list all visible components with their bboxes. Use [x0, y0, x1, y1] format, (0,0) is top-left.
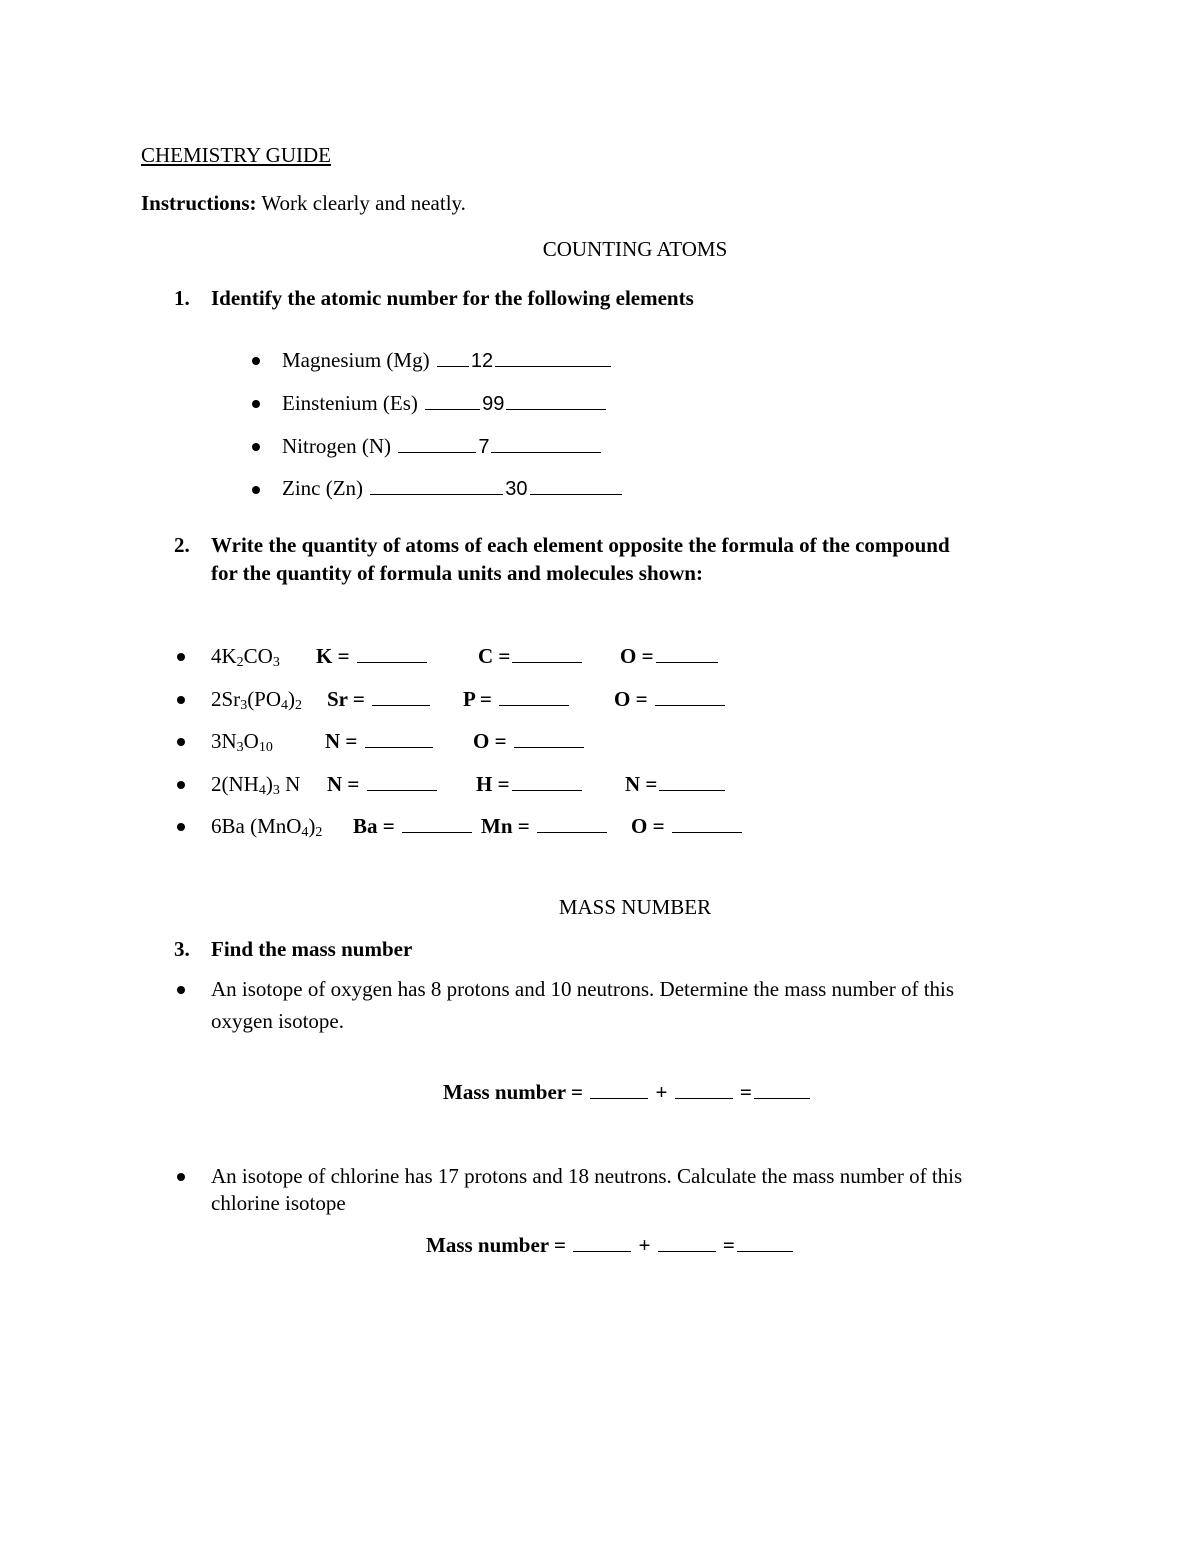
answer-blank — [370, 493, 503, 495]
answer-value: 99 — [482, 393, 505, 415]
q1-item-magnesium — [282, 348, 613, 373]
formula-6bamno42: 6Ba $(MnO_4)_2$ — [211, 814, 323, 840]
answer-blank[interactable] — [499, 704, 569, 706]
answer-blank[interactable] — [656, 661, 718, 663]
plus-sign: + — [655, 1080, 668, 1104]
equals-sign: = — [722, 1233, 735, 1257]
q3-item2-line1: An isotope of chlorine has 17 protons and 18 neutrons. Calculate the mass number of this — [211, 1164, 963, 1188]
answer-blank — [530, 493, 622, 495]
atom-label: O = — [614, 687, 648, 711]
answer-blank[interactable] — [655, 704, 725, 706]
answer-blank[interactable] — [357, 661, 427, 663]
q1-item-zinc — [282, 476, 624, 501]
bullet-icon — [177, 1173, 185, 1181]
answer-value: 12 — [470, 350, 494, 372]
atom-label: K = — [316, 644, 350, 668]
bullet-icon — [252, 443, 260, 451]
bullet-icon — [252, 400, 260, 408]
answer-blank[interactable] — [367, 789, 437, 791]
formula-4k2co3: $4K_2CO_3$ — [211, 644, 280, 670]
atom-label: N = — [325, 729, 358, 753]
answer-blank — [495, 365, 611, 367]
mass-number-equation-1 — [443, 1080, 812, 1105]
answer-blank[interactable] — [402, 831, 472, 833]
mass-number-label: Mass number = — [426, 1233, 566, 1257]
atom-label: Ba = — [353, 814, 395, 838]
element-name: Magnesium (Mg) — [282, 348, 430, 372]
question-3-prompt: Find the mass number — [211, 937, 413, 961]
page-title: CHEMISTRY GUIDE — [141, 143, 331, 167]
question-number-1: 1. — [174, 286, 190, 310]
answer-blank[interactable] — [675, 1097, 733, 1099]
atom-label: H = — [476, 772, 510, 796]
bullet-icon — [177, 738, 185, 746]
atom-label: C = — [478, 644, 511, 668]
formula-2nh43n: $2(NH_4)_3$ N — [211, 772, 301, 798]
formula-2sr3po42: $2Sr_3(PO_4)_2$ — [211, 687, 303, 713]
question-2-prompt-line1: Write the quantity of atoms of each element opposite the formula of the compound — [211, 533, 950, 557]
answer-blank[interactable] — [672, 831, 742, 833]
q3-item2-line2: chlorine isotope — [211, 1191, 346, 1215]
answer-blank — [506, 408, 606, 410]
bullet-icon — [177, 823, 185, 831]
plus-sign: + — [638, 1233, 651, 1257]
element-name: Zinc (Zn) — [282, 476, 364, 500]
question-2-prompt-line2: for the quantity of formula units and molecules shown: — [211, 561, 703, 585]
answer-blank — [398, 451, 476, 453]
answer-blank[interactable] — [365, 746, 433, 748]
instructions — [141, 191, 466, 216]
equals-sign: = — [739, 1080, 752, 1104]
atom-label: O = — [620, 644, 654, 668]
section-heading-mass-number: MASS NUMBER — [558, 895, 712, 919]
bullet-icon — [252, 486, 260, 494]
bullet-icon — [252, 357, 260, 365]
answer-blank[interactable] — [512, 661, 582, 663]
answer-value: 30 — [505, 478, 528, 500]
atom-label: N = — [625, 772, 658, 796]
formula-3n3o10: $3N_3O_{10}$ — [211, 729, 273, 755]
question-number-3: 3. — [174, 937, 190, 961]
q3-item1-line2: oxygen isotope. — [211, 1009, 344, 1033]
q3-item1-line1: An isotope of oxygen has 8 protons and 10 neutrons. Determine the mass number of this — [211, 977, 955, 1001]
atom-label: O = — [473, 729, 507, 753]
answer-blank[interactable] — [754, 1097, 810, 1099]
section-heading-counting-atoms: COUNTING ATOMS — [542, 237, 728, 261]
bullet-icon — [177, 653, 185, 661]
q1-item-nitrogen — [282, 434, 603, 459]
q1-item-einstenium — [282, 391, 608, 416]
bullet-icon — [177, 696, 185, 704]
answer-blank — [437, 365, 469, 367]
answer-blank — [491, 451, 601, 453]
question-1-prompt: Identify the atomic number for the following elements — [211, 286, 694, 310]
element-name: Einstenium (Es) — [282, 391, 418, 415]
instructions-label: Instructions: — [141, 191, 257, 215]
answer-value: 7 — [478, 436, 490, 458]
atom-label: O = — [631, 814, 665, 838]
element-name: Nitrogen (N) — [282, 434, 392, 458]
answer-blank[interactable] — [658, 1250, 716, 1252]
answer-blank[interactable] — [537, 831, 607, 833]
answer-blank[interactable] — [372, 704, 430, 706]
answer-blank[interactable] — [512, 789, 582, 791]
atom-label: Sr = — [327, 687, 365, 711]
answer-blank[interactable] — [659, 789, 725, 791]
answer-blank — [425, 408, 480, 410]
answer-blank[interactable] — [737, 1250, 793, 1252]
answer-blank[interactable] — [573, 1250, 631, 1252]
answer-blank[interactable] — [590, 1097, 648, 1099]
answer-blank[interactable] — [514, 746, 584, 748]
bullet-icon — [177, 781, 185, 789]
bullet-icon — [177, 986, 185, 994]
atom-label: N = — [327, 772, 360, 796]
mass-number-label: Mass number = — [443, 1080, 583, 1104]
atom-label: Mn = — [481, 814, 530, 838]
question-number-2: 2. — [174, 533, 190, 557]
instructions-text: Work clearly and neatly. — [256, 191, 466, 215]
atom-label: P = — [463, 687, 492, 711]
mass-number-equation-2 — [426, 1233, 795, 1258]
